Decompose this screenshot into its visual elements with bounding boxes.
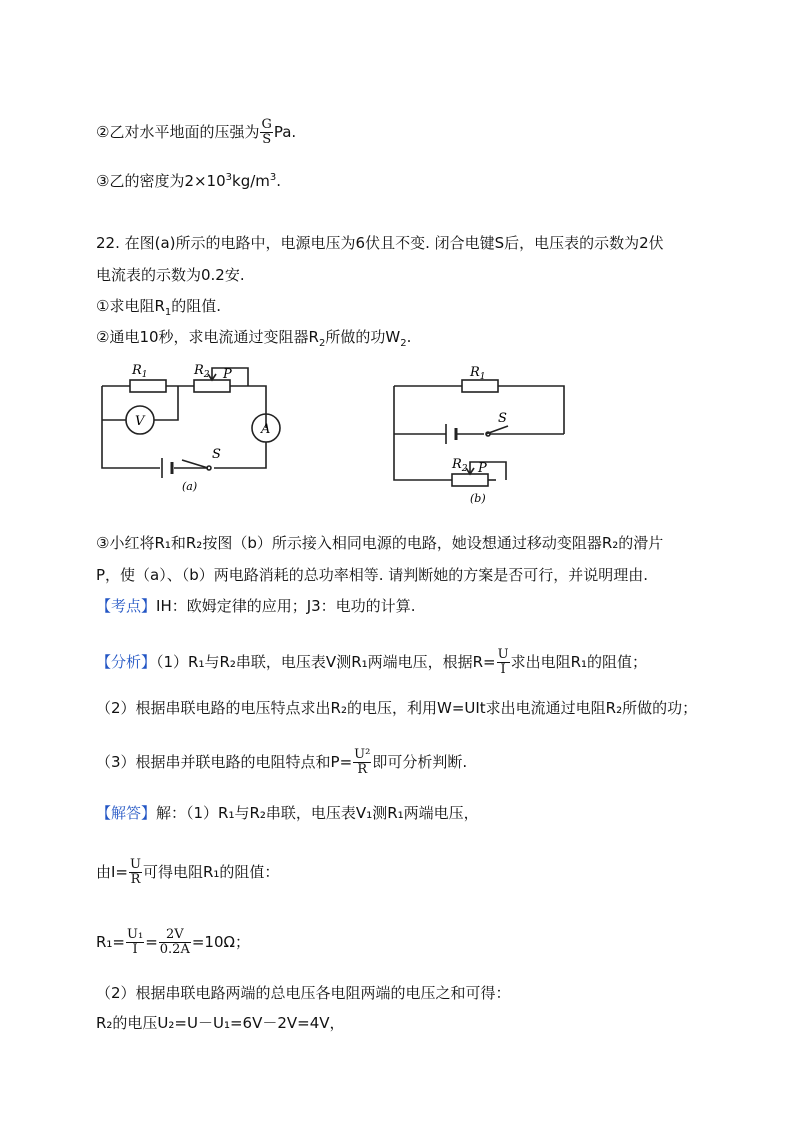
svg-text:R2: $R_2$ [194,363,210,380]
solution-line-1: 【解答】解：（1）R₁与R₂串联，电压表V₁测R₁两端电压， [96,804,479,822]
statement-density: ③乙的密度为$2\times 10^3kg/m^3$. [96,172,282,190]
solution-line-2: 由I= $\frac{U}{R}$ 可得电阻R₁的阻值： [96,857,280,887]
solution-line-4: （2）根据串联电路两端的总电压各电阻两端的电压之和可得： [96,984,511,1002]
question-3-line-2: P，使（a）、（b）两电路消耗的总功率相等. 请判断她的方案是否可行，并说明理由. [96,566,649,584]
solution-line-3: R₁= $\frac{\text{U₁}}{I}$ = $\frac{2V}{0.2A}$ =10Ω； [96,927,250,957]
svg-text:R2: $R_2$ [452,457,468,474]
svg-text:P: P [478,461,487,476]
svg-text:S: S [212,447,221,462]
question-1: ①求电阻$R_1$的阻值. [96,297,222,318]
fraction-g-over-s: $\frac{G}{S}$ [261,117,272,147]
svg-text:P: P [223,367,232,382]
problem-line-2: 电流表的示数为0.2安. [96,266,245,284]
svg-text:(a): (a) [182,480,198,493]
solution-line-5: R₂的电压U₂=U－U₁=6V－2V=4V， [96,1014,345,1032]
kaodian: 【考点】IH：欧姆定律的应用；J3：电功的计算. [96,597,416,615]
circuit-diagram-b [386,364,576,508]
svg-text:R1: $R_1$ [132,363,148,380]
svg-text:S: S [498,411,507,426]
svg-text:A: A [261,422,271,437]
svg-text:(b): (b) [470,492,486,505]
battery-icon [162,458,172,478]
battery-icon [446,424,456,444]
circuit-diagram-a [96,356,306,496]
analysis-line-2: （2）根据串联电路的电压特点求出R₂的电压，利用W=UIt求出电流通过电阻R₂所做的功； [96,699,698,717]
question-3-line-1: ③小红将R₁和R₂按图（b）所示接入相同电源的电路，她设想通过移动变阻器R₂的滑片 [96,534,664,552]
question-2: ②通电10秒，求电流通过变阻器$R_2$所做的功$W_2$. [96,328,412,349]
analysis-line-3: （3）根据串并联电路的电阻特点和P= $\frac{\text{U²}}{R}$ 即可分析判断. [96,747,468,777]
svg-text:V: V [135,414,145,429]
problem-line-1: 22. 在图(a)所示的电路中，电源电压为6伏且不变. 闭合电键S后，电压表的示数为2伏 [96,234,664,252]
statement-pressure: ②乙对水平地面的压强为 $\frac{G}{S}$ Pa. [96,117,297,147]
analysis-line-1: 【分析】（1）R₁与R₂串联，电压表V测R₁两端电压，根据R= $\frac{U}{I}$ 求出电阻R₁的阻值； [96,647,648,677]
svg-text:R1: $R_1$ [470,365,486,382]
resistor-r1 [130,380,166,392]
